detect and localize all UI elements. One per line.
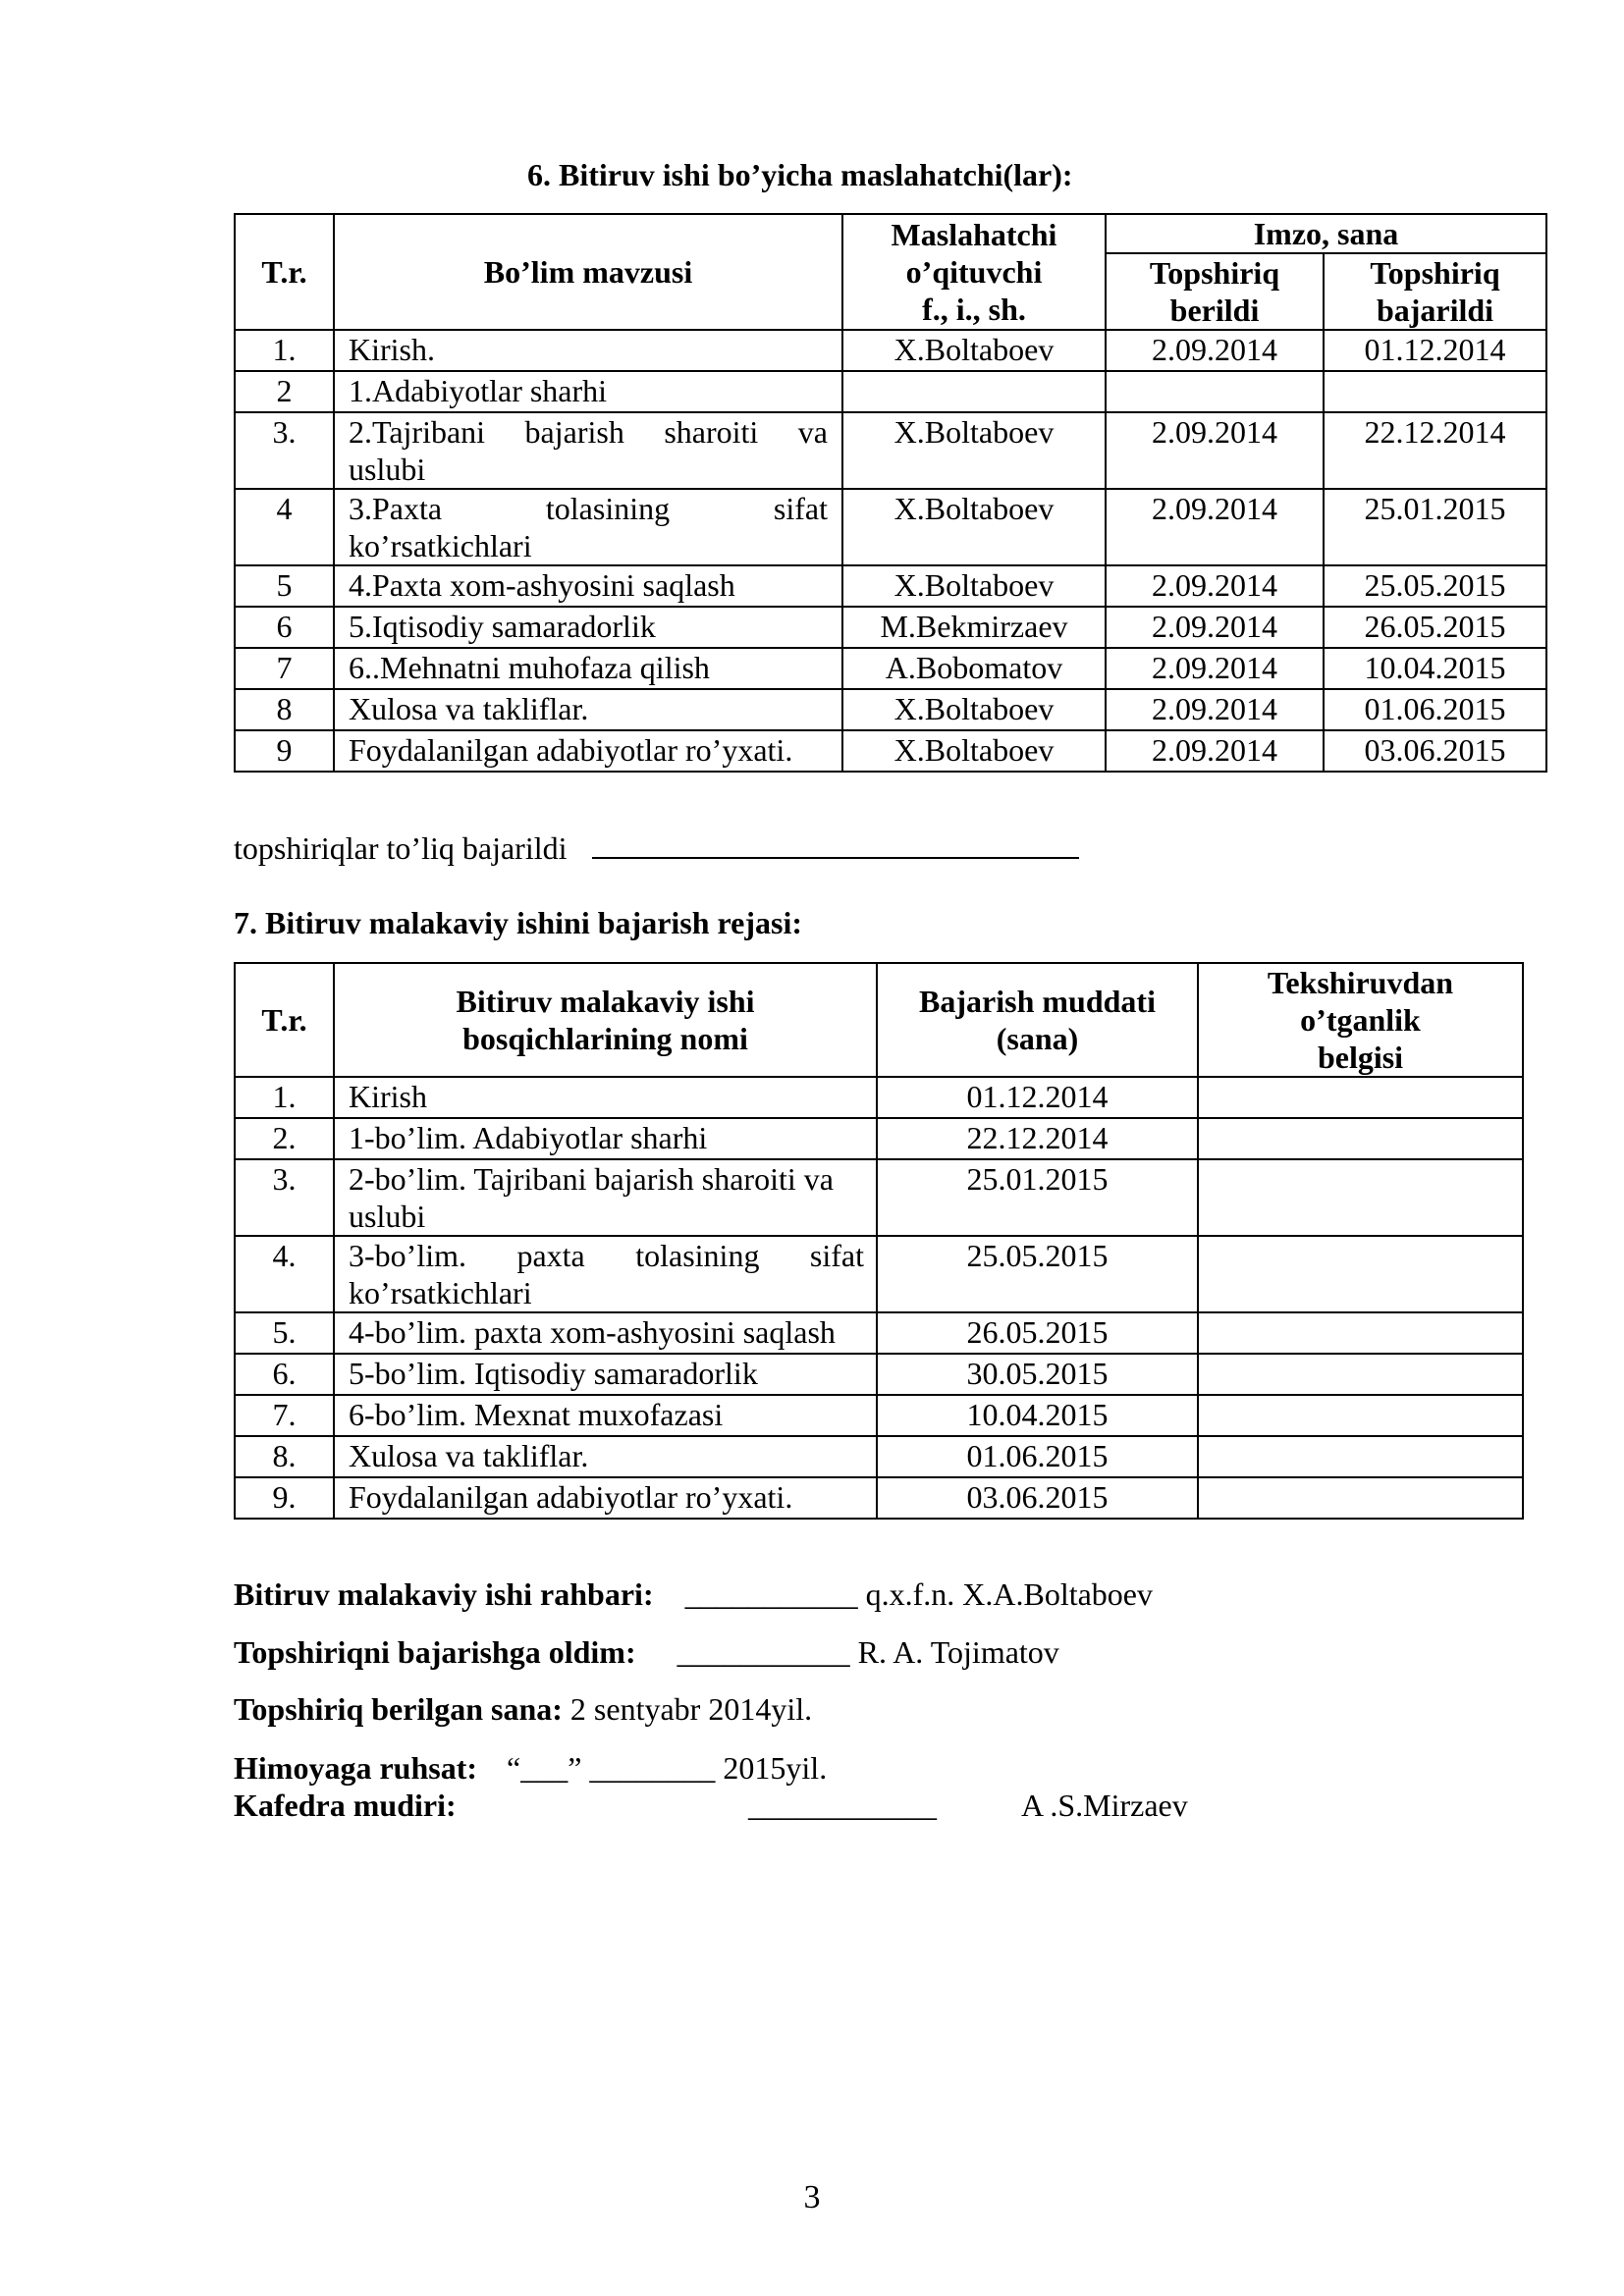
table-row: [235, 1077, 1523, 1118]
row-advisor: X.Boltaboev: [842, 689, 1106, 730]
row-number: 6: [235, 607, 334, 648]
row-advisor: X.Boltaboev: [842, 330, 1106, 371]
row-number: 7.: [235, 1395, 334, 1436]
assignment-date-label: Topshiriq berilgan sana:: [234, 1691, 563, 1727]
row-advisor: X.Boltaboev: [842, 565, 1106, 607]
section-6-title: 6. Bitiruv ishi bo’yicha maslahatchi(lar):: [527, 157, 1073, 192]
row-number: 3.: [235, 412, 334, 489]
row-term-date: 26.05.2015: [877, 1312, 1198, 1354]
row-number: 9: [235, 730, 334, 772]
row-given-date: 2.09.2014: [1106, 565, 1324, 607]
row-check-mark: [1198, 1159, 1523, 1236]
row-number: 5.: [235, 1312, 334, 1354]
defense-permission-label: Himoyaga ruhsat:: [234, 1750, 477, 1786]
row-term-date: 25.01.2015: [877, 1159, 1198, 1236]
row-advisor: M.Bekmirzaev: [842, 607, 1106, 648]
table-row: [235, 1354, 1523, 1395]
row-number: 2.: [235, 1118, 334, 1159]
row-number: 4.: [235, 1236, 334, 1312]
col-header-sign-date: Imzo, sana: [1106, 214, 1546, 253]
row-done-date: 26.05.2015: [1324, 607, 1546, 648]
row-advisor: X.Boltaboev: [842, 730, 1106, 772]
table-row: [235, 1159, 1523, 1236]
row-number: 9.: [235, 1477, 334, 1519]
row-term-date: 25.05.2015: [877, 1236, 1198, 1312]
row-done-date: 01.06.2015: [1324, 689, 1546, 730]
row-check-mark: [1198, 1436, 1523, 1477]
accepted-label: Topshiriqni bajarishga oldim:: [234, 1634, 636, 1670]
topic-line-2: ko’rsatkichlari: [349, 528, 532, 563]
col-header-tr: T.r.: [235, 214, 334, 330]
row-done-date: 25.01.2015: [1324, 489, 1546, 565]
row-stage-name: Xulosa va takliflar.: [334, 1436, 877, 1477]
row-topic: 5.Iqtisodiy samaradorlik: [334, 607, 842, 648]
tasks-completed-label: topshiriqlar to’liq bajarildi: [234, 830, 568, 866]
accepted-signature-blank: ___________: [677, 1634, 850, 1670]
row-topic: Xulosa va takliflar.: [334, 689, 842, 730]
table-row: [235, 607, 1546, 648]
table-row: [235, 689, 1546, 730]
col-header-topic: Bo’lim mavzusi: [334, 214, 842, 330]
supervisor-label: Bitiruv malakaviy ishi rahbari:: [234, 1576, 654, 1612]
row-topic: Kirish.: [334, 330, 842, 371]
row-topic: 4.Paxta xom-ashyosini saqlash: [334, 565, 842, 607]
row-number: 4: [235, 489, 334, 565]
col-header-given: Topshiriq berildi: [1106, 253, 1324, 330]
row-number: 7: [235, 648, 334, 689]
defense-permission-value: “___” ________ 2015yil.: [507, 1750, 828, 1786]
col-header-stage-name: Bitiruv malakaviy ishi bosqichlarining nomi: [334, 963, 877, 1077]
table-row: [235, 1395, 1523, 1436]
row-stage-name: 3-bo’lim. paxta tolasining sifat ko’rsatkichlari: [334, 1236, 877, 1312]
row-number: 5: [235, 565, 334, 607]
row-advisor: X.Boltaboev: [842, 489, 1106, 565]
table-row: [235, 648, 1546, 689]
row-term-date: 01.12.2014: [877, 1077, 1198, 1118]
row-advisor: X.Boltaboev: [842, 412, 1106, 489]
row-stage-name: 5-bo’lim. Iqtisodiy samaradorlik: [334, 1354, 877, 1395]
table-row: [235, 412, 1546, 489]
row-given-date: 2.09.2014: [1106, 730, 1324, 772]
advisors-table: [234, 213, 1547, 773]
row-done-date: [1324, 371, 1546, 412]
row-done-date: 01.12.2014: [1324, 330, 1546, 371]
table-row: [235, 1236, 1523, 1312]
accepted-name: R. A. Tojimatov: [857, 1634, 1059, 1670]
table-row: [235, 565, 1546, 607]
row-check-mark: [1198, 1354, 1523, 1395]
row-given-date: 2.09.2014: [1106, 689, 1324, 730]
row-term-date: 30.05.2015: [877, 1354, 1198, 1395]
supervisor-name: q.x.f.n. X.A.Boltaboev: [865, 1576, 1153, 1612]
row-stage-name: 1-bo’lim. Adabiyotlar sharhi: [334, 1118, 877, 1159]
row-number: 1.: [235, 1077, 334, 1118]
row-stage-name: Kirish: [334, 1077, 877, 1118]
row-number: 3.: [235, 1159, 334, 1236]
row-check-mark: [1198, 1395, 1523, 1436]
defense-permission-line: [234, 1750, 827, 1787]
row-advisor: [842, 371, 1106, 412]
row-done-date: 03.06.2015: [1324, 730, 1546, 772]
table-row: [235, 1477, 1523, 1519]
department-head-label: Kafedra mudiri:: [234, 1788, 457, 1823]
department-head-signature-blank: ____________: [748, 1788, 937, 1823]
table-row: [235, 330, 1546, 371]
row-check-mark: [1198, 1118, 1523, 1159]
row-given-date: 2.09.2014: [1106, 330, 1324, 371]
row-number: 2: [235, 371, 334, 412]
section-7-title: 7. Bitiruv malakaviy ishini bajarish rejasi:: [234, 905, 803, 940]
row-number: 6.: [235, 1354, 334, 1395]
accepted-line: [234, 1634, 1059, 1671]
row-term-date: 03.06.2015: [877, 1477, 1198, 1519]
work-plan-table: [234, 962, 1524, 1520]
row-number: 1.: [235, 330, 334, 371]
row-stage-name: 4-bo’lim. paxta xom-ashyosini saqlash: [334, 1312, 877, 1354]
row-topic: Foydalanilgan adabiyotlar ro’yxati.: [334, 730, 842, 772]
row-term-date: 01.06.2015: [877, 1436, 1198, 1477]
row-topic: [334, 489, 842, 565]
row-check-mark: [1198, 1312, 1523, 1354]
col-header-tr: T.r.: [235, 963, 334, 1077]
row-done-date: 10.04.2015: [1324, 648, 1546, 689]
row-given-date: 2.09.2014: [1106, 607, 1324, 648]
tasks-completed-signature-blank: [592, 829, 1079, 859]
table-row: [235, 371, 1546, 412]
table-row: [235, 730, 1546, 772]
department-head-name: A .S.Mirzaev: [1021, 1788, 1188, 1823]
col-header-term: Bajarish muddati (sana): [877, 963, 1198, 1077]
row-check-mark: [1198, 1236, 1523, 1312]
table-row: [235, 1118, 1523, 1159]
row-done-date: 22.12.2014: [1324, 412, 1546, 489]
topic-line-2: uslubi: [349, 452, 426, 487]
row-given-date: 2.09.2014: [1106, 412, 1324, 489]
row-given-date: [1106, 371, 1324, 412]
topic-line-1: 3.Paxta tolasining sifat: [349, 491, 828, 526]
row-term-date: 22.12.2014: [877, 1118, 1198, 1159]
table-row: [235, 1436, 1523, 1477]
page-number: 3: [803, 2179, 821, 2216]
row-number: 8.: [235, 1436, 334, 1477]
row-stage-name: Foydalanilgan adabiyotlar ro’yxati.: [334, 1477, 877, 1519]
row-topic: 6..Mehnatni muhofaza qilish: [334, 648, 842, 689]
row-given-date: 2.09.2014: [1106, 648, 1324, 689]
tasks-completed-line: [234, 829, 1079, 867]
assignment-date-line: [234, 1691, 812, 1728]
table-row: [235, 489, 1546, 565]
supervisor-signature-blank: ___________: [684, 1576, 858, 1612]
department-head-line: [234, 1788, 1216, 1824]
assignment-date-value: 2 sentyabr 2014yil.: [569, 1691, 813, 1727]
row-advisor: A.Bobomatov: [842, 648, 1106, 689]
row-stage-name: 6-bo’lim. Mexnat muxofazasi: [334, 1395, 877, 1436]
row-number: 8: [235, 689, 334, 730]
row-topic: 1.Adabiyotlar sharhi: [334, 371, 842, 412]
row-check-mark: [1198, 1077, 1523, 1118]
row-done-date: 25.05.2015: [1324, 565, 1546, 607]
row-check-mark: [1198, 1477, 1523, 1519]
row-given-date: 2.09.2014: [1106, 489, 1324, 565]
table-row: [235, 1312, 1523, 1354]
col-header-done: Topshiriq bajarildi: [1324, 253, 1546, 330]
topic-line-1: 2.Tajribani bajarish sharoiti va: [349, 414, 828, 450]
supervisor-line: [234, 1576, 1153, 1613]
row-stage-name: 2-bo’lim. Tajribani bajarish sharoiti va uslubi: [334, 1159, 877, 1236]
col-header-advisor: Maslahatchi o’qituvchi f., i., sh.: [842, 214, 1106, 330]
row-topic: [334, 412, 842, 489]
row-term-date: 10.04.2015: [877, 1395, 1198, 1436]
col-header-check-mark: Tekshiruvdan o’tganlik belgisi: [1198, 963, 1523, 1077]
